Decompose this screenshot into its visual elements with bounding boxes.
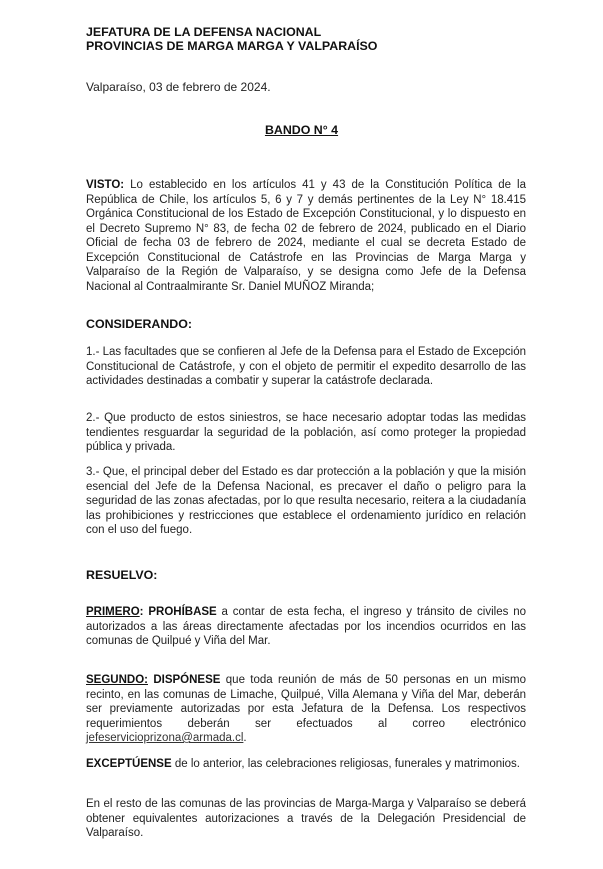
header-line-2: PROVINCIAS DE MARGA MARGA Y VALPARAÍSO [86, 39, 378, 53]
primero-text: a contar de esta fecha, el ingreso y tránsito de civiles no autorizados a las áreas directamente afectadas por los incendios ocurridos en las comunas de Quilpué y Viña del Mar. [86, 606, 526, 647]
exceptuense-paragraph [86, 757, 526, 772]
exceptuense-text: de lo anterior, las celebraciones religiosas, funerales y matrimonios. [171, 758, 521, 770]
primero-label: PRIMERO [86, 606, 140, 618]
considerando-item-1: 1.- Las facultades que se confieren al Jefe de la Defensa para el Estado de Excepción Constitucional de Catástrofe, y con el objeto de permitir el expedito desarrollo de las actividades destinadas a combatir y superar la catástrofe declarada. [86, 346, 526, 387]
resuelvo-heading: RESUELVO: [86, 568, 158, 582]
header-line-1: JEFATURA DE LA DEFENSA NACIONAL [86, 25, 322, 39]
resto-paragraph: En el resto de las comunas de las provincias de Marga-Marga y Valparaíso se deberá obtener equivalentes autorizaciones a través de la Delegación Presidencial de Valparaíso. [86, 798, 526, 839]
considerando-item-3: 3.- Que, el principal deber del Estado es dar protección a la población y que la misión esencial del Jefe de la Defensa Nacional, es precaver el daño o peligro para la seguridad de las zonas afectadas, por lo que resulta necesario, reitera a la ciudadanía las prohibiciones y restricciones que establece el ordenamiento jurídico en relación con el uso del fuego. [86, 466, 526, 536]
segundo-paragraph [86, 673, 526, 746]
primero-paragraph [86, 605, 526, 649]
exceptuense-verb: EXCEPTÚENSE [86, 758, 172, 770]
primero-sep: : [139, 606, 149, 618]
considerando-item-2: 2.- Que producto de estos siniestros, se hace necesario adoptar todas las medidas tendientes resguardar la seguridad de la población, así como proteger la propiedad pública y privada. [86, 412, 526, 453]
segundo-verb: DISPÓNESE [147, 674, 221, 686]
document-date: Valparaíso, 03 de febrero de 2024. [86, 80, 271, 94]
bando-title: BANDO N° 4 [264, 123, 339, 137]
email-link[interactable]: jefeservicioprizona@armada.cl [86, 732, 244, 744]
segundo-end: . [243, 732, 247, 744]
primero-verb: PROHÍBASE [148, 606, 217, 618]
visto-text: Lo establecido en los artículos 41 y 43 de la Constitución Política de la República de Chile, los artículos 5, 6 y 7 y demás pertinentes de la Ley N° 18.415 Orgánica Constitucional de los Estado de Excepción Constitucional, y lo dispuesto en el Decreto Supremo N° 83, de fecha 02 de febrero de 2024, publicado en el Diario Oficial de fecha 03 de febrero de 2024, mediante el cual se decreta Estado de Excepción Constitucional de Catástrofe en las Provincias de Marga Marga y Valparaíso de la Región de Valparaíso, y se designa como Jefe de la Defensa Nacional al Contraalmirante Sr. Daniel MUÑOZ Miranda; [86, 179, 526, 293]
issuing-authority-header [86, 25, 526, 53]
segundo-label: SEGUNDO: [86, 674, 148, 686]
visto-paragraph [86, 178, 526, 294]
segundo-text: que toda reunión de más de 50 personas en un mismo recinto, en las comunas de Limache, Quilpué, Villa Alemana y Viña del Mar, deberán ser previamente autorizadas por esta Jefatura de la Defensa. Los respectivos requerimientos deberán ser efectuados al correo electrónico [86, 674, 526, 730]
considerando-heading: CONSIDERANDO: [86, 317, 193, 331]
visto-label: VISTO: [86, 179, 125, 191]
